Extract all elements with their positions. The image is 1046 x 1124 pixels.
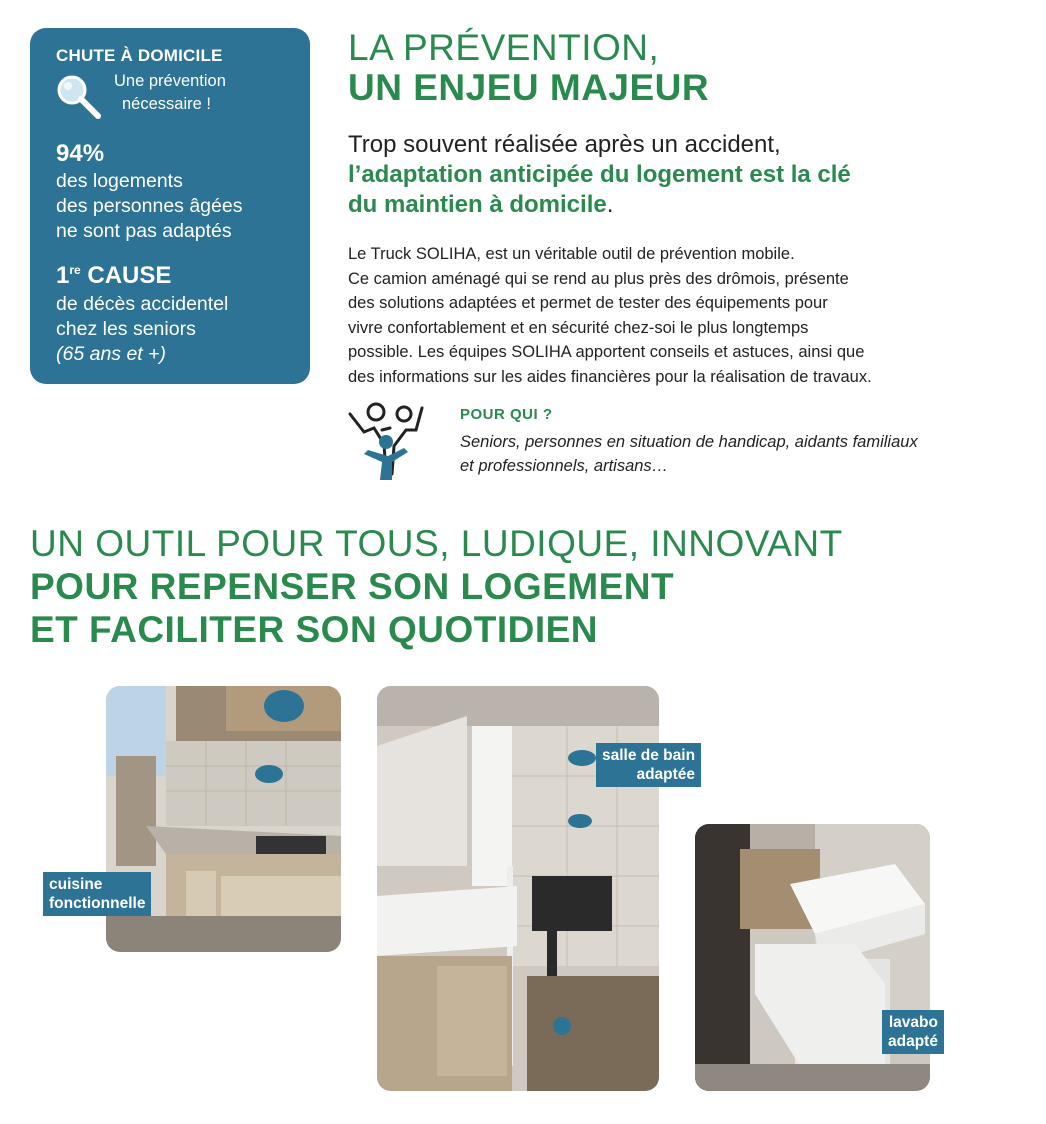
- stat1-text: des logements des personnes âgées ne sont pas adaptés: [56, 170, 243, 242]
- pour-qui-text: Seniors, personnes en situation de handicap, aidants familiaux et professionnels, artisans…: [460, 433, 918, 475]
- pour-qui-title: POUR QUI ?: [460, 406, 553, 423]
- intro-text: Trop souvent réalisée après un accident, l’adaptation anticipée du logement est la clé du maintien à domicile.: [348, 131, 851, 218]
- kitchen-label: cuisine fonctionnelle: [43, 872, 151, 916]
- sink-label: lavabo adapté: [882, 1010, 944, 1054]
- magnifier-icon: [54, 72, 104, 122]
- stats-kicker-sub: Une prévention nécessaire !: [114, 72, 226, 113]
- section-heading: UN OUTIL POUR TOUS, LUDIQUE, INNOVANT POUR REPENSER SON LOGEMENT ET FACILITER SON QUOTIDIEN: [30, 523, 843, 650]
- people-icon: [346, 400, 434, 482]
- stat2-text: de décès accidentel chez les seniors (65 ans et +): [56, 293, 229, 365]
- stats-kicker: CHUTE À DOMICILE: [56, 46, 223, 65]
- bathroom-label: salle de bain adaptée: [596, 743, 701, 787]
- stat2-value: 1re CAUSE: [56, 262, 172, 289]
- page-title: LA PRÉVENTION, UN ENJEU MAJEUR: [348, 27, 710, 108]
- stat1-value: 94%: [56, 140, 105, 167]
- body-paragraph: Le Truck SOLIHA, est un véritable outil de prévention mobile. Ce camion aménagé qui se rend au plus près des drômois, présente des solutions adaptées et permet de tester des équipements pour vivre confortablement et en sécurité chez-soi le plus longtemps possible. Les équipes SOLIHA apportent conseils et astuces, ainsi que des informations sur les aides financières pour la réalisation de travaux.: [348, 245, 872, 386]
- stats-box: [30, 28, 310, 384]
